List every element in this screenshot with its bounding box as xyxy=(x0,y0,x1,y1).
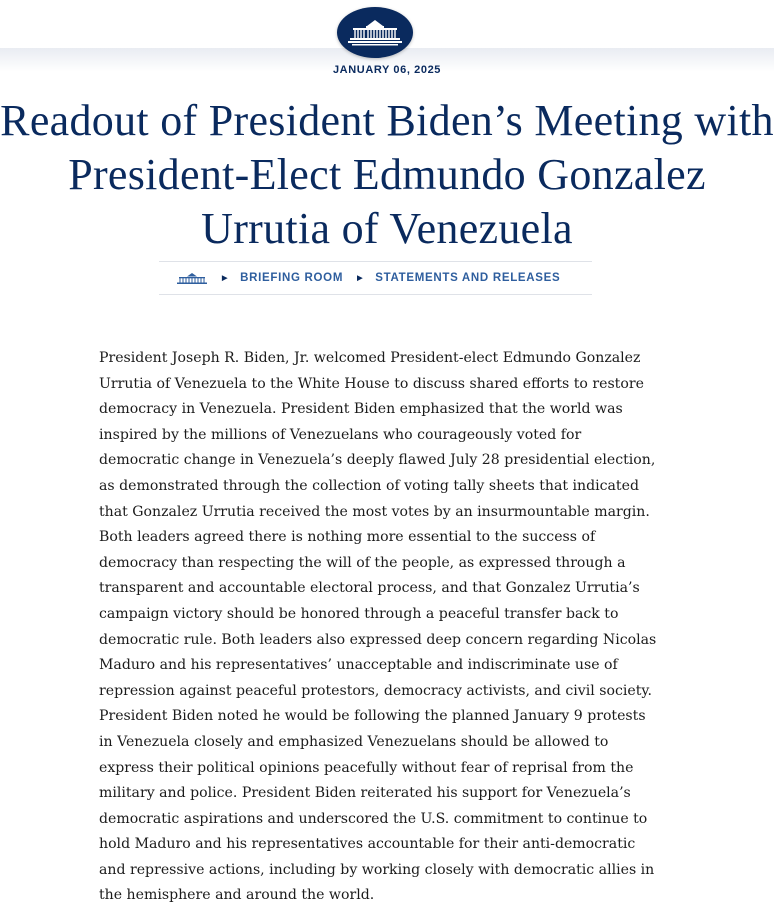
breadcrumb xyxy=(159,261,592,295)
white-house-home-icon xyxy=(176,272,208,285)
breadcrumb-statements-and-releases[interactable]: STATEMENTS AND RELEASES xyxy=(375,272,561,284)
breadcrumb-briefing-room[interactable]: BRIEFING ROOM xyxy=(240,272,344,284)
publish-date: JANUARY 06, 2025 xyxy=(332,64,442,76)
white-house-seal-icon[interactable] xyxy=(337,7,413,58)
chevron-right-icon: ▶ xyxy=(222,275,229,282)
page-title: Readout of President Biden’s Meeting with President-Elect Edmundo Gonzalez Urrutia of Venezuela xyxy=(0,96,774,253)
breadcrumb-home-link[interactable] xyxy=(176,272,208,285)
article-body: President Joseph R. Biden, Jr. welcomed President-elect Edmundo Gonzalez Urrutia of Venezuela to the White House to discuss shared efforts to restore democracy in Venezuela. President Biden emphasized that the world was inspired by the millions of Venezuelans who courageously voted for democratic change in Venezuela’s deeply flawed July 28 presidential election, as demonstrated through the collection of voting tally sheets that indicated that Gonzalez Urrutia received the most votes by an insurmountable margin. Both leaders agreed there is nothing more essential to the success of democracy than respecting the will of the people, as expressed through a transparent and accountable electoral process, and that Gonzalez Urrutia’s campaign victory should be honored through a peaceful transfer back to democratic rule. Both leaders also expressed deep concern regarding Nicolas Maduro and his representatives’ unacceptable and indiscriminate use of repression against peaceful protestors, democracy activists, and civil society. President Biden noted he would be following the planned January 9 protests in Venezuela closely and emphasized Venezuelans should be allowed to express their political opinions peacefully without fear of reprisal from the military and police. President Biden reiterated his support for Venezuela’s democratic aspirations and underscored the U.S. commitment to continue to hold Maduro and his representatives accountable for their anti-democratic and repressive actions, including by working closely with democratic allies in the hemisphere and around the world. xyxy=(99,350,657,904)
chevron-right-icon: ▶ xyxy=(357,275,364,282)
